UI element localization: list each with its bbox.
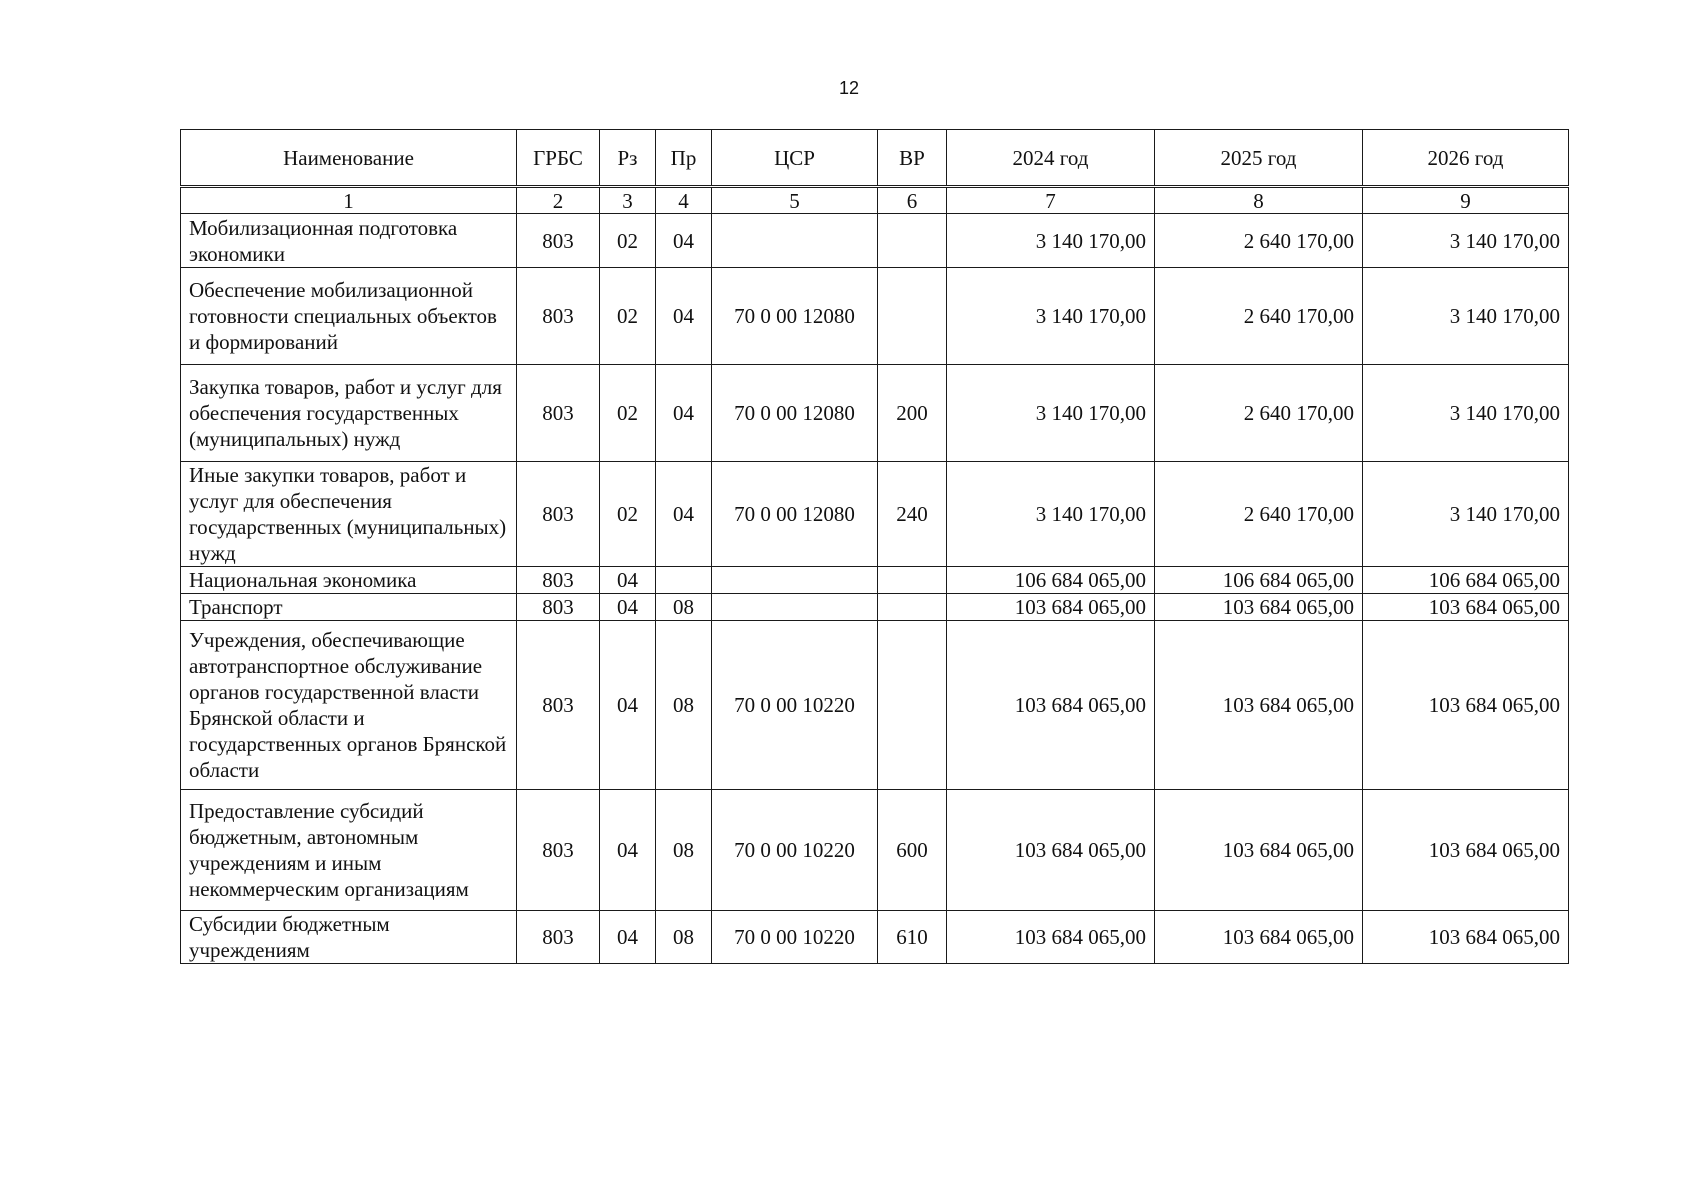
table-row bbox=[181, 268, 1569, 365]
pr-cell: 04 bbox=[656, 462, 712, 567]
csr-cell bbox=[712, 567, 878, 594]
header-2026: 2026 год bbox=[1363, 130, 1569, 187]
amount-2025-cell: 103 684 065,00 bbox=[1155, 790, 1363, 911]
amount-2025-cell: 106 684 065,00 bbox=[1155, 567, 1363, 594]
amount-2025-cell: 2 640 170,00 bbox=[1155, 214, 1363, 268]
amount-2025-cell: 2 640 170,00 bbox=[1155, 462, 1363, 567]
csr-cell: 70 0 00 10220 bbox=[712, 621, 878, 790]
grbs-cell: 803 bbox=[517, 621, 600, 790]
column-number: 2 bbox=[517, 187, 600, 214]
row-name-cell: Учреждения, обеспечивающие автотранспортное обслуживание органов государственной власти Брянской области и государственных органов Брянской области bbox=[181, 621, 517, 790]
rz-cell: 04 bbox=[600, 567, 656, 594]
pr-cell: 04 bbox=[656, 268, 712, 365]
column-number: 1 bbox=[181, 187, 517, 214]
table-row bbox=[181, 462, 1569, 567]
row-name-cell: Национальная экономика bbox=[181, 567, 517, 594]
amount-2026-cell: 3 140 170,00 bbox=[1363, 268, 1569, 365]
pr-cell: 08 bbox=[656, 594, 712, 621]
vr-cell bbox=[878, 214, 947, 268]
column-number-row bbox=[181, 187, 1569, 214]
amount-2026-cell: 103 684 065,00 bbox=[1363, 911, 1569, 964]
header-rz: Рз bbox=[600, 130, 656, 187]
table-row bbox=[181, 594, 1569, 621]
grbs-cell: 803 bbox=[517, 567, 600, 594]
rz-cell: 02 bbox=[600, 214, 656, 268]
header-name: Наименование bbox=[181, 130, 517, 187]
vr-cell bbox=[878, 268, 947, 365]
grbs-cell: 803 bbox=[517, 911, 600, 964]
table-row bbox=[181, 365, 1569, 462]
amount-2024-cell: 3 140 170,00 bbox=[947, 268, 1155, 365]
grbs-cell: 803 bbox=[517, 214, 600, 268]
amount-2024-cell: 103 684 065,00 bbox=[947, 790, 1155, 911]
amount-2026-cell: 3 140 170,00 bbox=[1363, 365, 1569, 462]
row-name-cell: Транспорт bbox=[181, 594, 517, 621]
column-number: 8 bbox=[1155, 187, 1363, 214]
column-number: 3 bbox=[600, 187, 656, 214]
csr-cell: 70 0 00 12080 bbox=[712, 462, 878, 567]
amount-2024-cell: 106 684 065,00 bbox=[947, 567, 1155, 594]
vr-cell bbox=[878, 621, 947, 790]
amount-2026-cell: 103 684 065,00 bbox=[1363, 621, 1569, 790]
row-name-cell: Иные закупки товаров, работ и услуг для обеспечения государственных (муниципальных) нужд bbox=[181, 462, 517, 567]
csr-cell: 70 0 00 12080 bbox=[712, 365, 878, 462]
amount-2024-cell: 103 684 065,00 bbox=[947, 911, 1155, 964]
vr-cell: 600 bbox=[878, 790, 947, 911]
amount-2025-cell: 103 684 065,00 bbox=[1155, 594, 1363, 621]
vr-cell: 200 bbox=[878, 365, 947, 462]
table-header bbox=[181, 130, 1569, 214]
row-name-cell: Закупка товаров, работ и услуг для обеспечения государственных (муниципальных) нужд bbox=[181, 365, 517, 462]
header-pr: Пр bbox=[656, 130, 712, 187]
grbs-cell: 803 bbox=[517, 594, 600, 621]
page-number: 12 bbox=[838, 78, 860, 98]
pr-cell: 08 bbox=[656, 621, 712, 790]
header-csr: ЦСР bbox=[712, 130, 878, 187]
rz-cell: 04 bbox=[600, 594, 656, 621]
amount-2025-cell: 103 684 065,00 bbox=[1155, 911, 1363, 964]
amount-2025-cell: 103 684 065,00 bbox=[1155, 621, 1363, 790]
rz-cell: 02 bbox=[600, 268, 656, 365]
vr-cell: 610 bbox=[878, 911, 947, 964]
csr-cell: 70 0 00 10220 bbox=[712, 911, 878, 964]
amount-2024-cell: 3 140 170,00 bbox=[947, 365, 1155, 462]
amount-2026-cell: 3 140 170,00 bbox=[1363, 462, 1569, 567]
pr-cell bbox=[656, 567, 712, 594]
table-row bbox=[181, 214, 1569, 268]
column-number: 9 bbox=[1363, 187, 1569, 214]
header-grbs: ГРБС bbox=[517, 130, 600, 187]
table-row bbox=[181, 911, 1569, 964]
vr-cell bbox=[878, 594, 947, 621]
rz-cell: 04 bbox=[600, 911, 656, 964]
amount-2026-cell: 103 684 065,00 bbox=[1363, 790, 1569, 911]
amount-2025-cell: 2 640 170,00 bbox=[1155, 365, 1363, 462]
csr-cell bbox=[712, 594, 878, 621]
rz-cell: 02 bbox=[600, 365, 656, 462]
csr-cell: 70 0 00 10220 bbox=[712, 790, 878, 911]
grbs-cell: 803 bbox=[517, 365, 600, 462]
header-2024: 2024 год bbox=[947, 130, 1155, 187]
rz-cell: 04 bbox=[600, 621, 656, 790]
grbs-cell: 803 bbox=[517, 268, 600, 365]
rz-cell: 04 bbox=[600, 790, 656, 911]
csr-cell: 70 0 00 12080 bbox=[712, 268, 878, 365]
pr-cell: 04 bbox=[656, 365, 712, 462]
header-vr: ВР bbox=[878, 130, 947, 187]
vr-cell: 240 bbox=[878, 462, 947, 567]
csr-cell bbox=[712, 214, 878, 268]
pr-cell: 04 bbox=[656, 214, 712, 268]
amount-2024-cell: 3 140 170,00 bbox=[947, 462, 1155, 567]
grbs-cell: 803 bbox=[517, 790, 600, 911]
rz-cell: 02 bbox=[600, 462, 656, 567]
header-2025: 2025 год bbox=[1155, 130, 1363, 187]
row-name-cell: Предоставление субсидий бюджетным, автономным учреждениям и иным некоммерческим организациям bbox=[181, 790, 517, 911]
table-body bbox=[181, 214, 1569, 964]
column-number: 5 bbox=[712, 187, 878, 214]
budget-table bbox=[180, 129, 1569, 964]
column-number: 4 bbox=[656, 187, 712, 214]
row-name-cell: Мобилизационная подготовка экономики bbox=[181, 214, 517, 268]
amount-2024-cell: 103 684 065,00 bbox=[947, 621, 1155, 790]
table-row bbox=[181, 790, 1569, 911]
amount-2025-cell: 2 640 170,00 bbox=[1155, 268, 1363, 365]
pr-cell: 08 bbox=[656, 790, 712, 911]
amount-2024-cell: 3 140 170,00 bbox=[947, 214, 1155, 268]
grbs-cell: 803 bbox=[517, 462, 600, 567]
amount-2024-cell: 103 684 065,00 bbox=[947, 594, 1155, 621]
amount-2026-cell: 3 140 170,00 bbox=[1363, 214, 1569, 268]
vr-cell bbox=[878, 567, 947, 594]
column-number: 7 bbox=[947, 187, 1155, 214]
amount-2026-cell: 103 684 065,00 bbox=[1363, 594, 1569, 621]
header-row bbox=[181, 130, 1569, 187]
row-name-cell: Субсидии бюджетным учреждениям bbox=[181, 911, 517, 964]
table-row bbox=[181, 567, 1569, 594]
amount-2026-cell: 106 684 065,00 bbox=[1363, 567, 1569, 594]
column-number: 6 bbox=[878, 187, 947, 214]
table-row bbox=[181, 621, 1569, 790]
pr-cell: 08 bbox=[656, 911, 712, 964]
row-name-cell: Обеспечение мобилизационной готовности специальных объектов и формирований bbox=[181, 268, 517, 365]
